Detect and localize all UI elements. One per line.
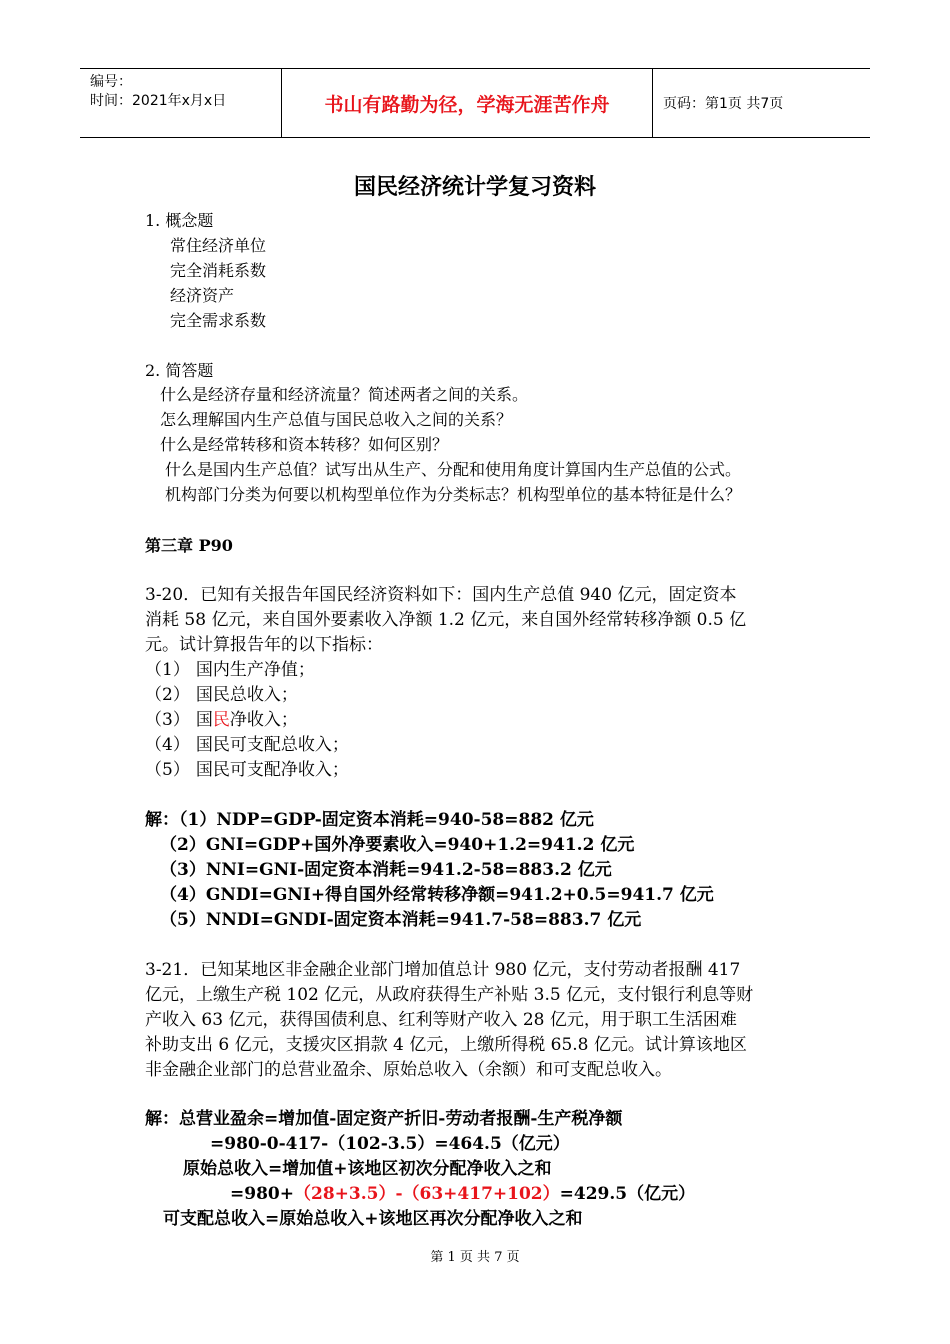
item-text: 国民可支配总收入； [195, 735, 349, 755]
solution-line: 解：（1）NDP=GDP-固定资本消耗=940-58=882 亿元 [145, 810, 594, 830]
problem-text: 补助支出 6 亿元，支援灾区捐款 4 亿元，上缴所得税 65.8 亿元。试计算该地区 [145, 1035, 747, 1055]
question-item: 什么是经常转移和资本转移？如何区别？ [160, 435, 449, 454]
problem-text: 亿元，上缴生产税 102 亿元，从政府获得生产补贴 3.5 亿元，支付银行利息等财 [145, 985, 754, 1005]
problem-text: 3-21．已知某地区非金融企业部门增加值总计 980 亿元，支付劳动者报酬 417 [145, 960, 741, 980]
problem-item [145, 708, 298, 733]
problem-text: 产收入 63 亿元，获得国债利息、红利等财产收入 28 亿元，用于职工生活困难 [145, 1010, 737, 1030]
solution-line: 解：总营业盈余=增加值-固定资产折旧-劳动者报酬-生产税净额 [145, 1109, 623, 1129]
solution-line: （5）NNDI=GNDI-固定资本消耗=941.7-58=883.7 亿元 [160, 910, 642, 930]
chapter-heading: 第三章 P90 [145, 536, 233, 555]
concept-item: 常住经济单位 [170, 236, 267, 255]
item-number: （5） [145, 760, 190, 780]
item-number: （2） [145, 685, 190, 705]
solution-line: 原始总收入=增加值+该地区初次分配净收入之和 [183, 1159, 552, 1179]
formula-part: =429.5（亿元） [559, 1184, 696, 1204]
problem-item [145, 658, 315, 683]
question-item: 什么是经济存量和经济流量？简述两者之间的关系。 [160, 385, 529, 404]
formula-part: =980+ [230, 1184, 294, 1204]
header-page-code: 页码：第1页 共7页 [663, 96, 784, 112]
problem-item [145, 758, 349, 783]
problem-text: 消耗 58 亿元，来自国外要素收入净额 1.2 亿元，来自国外经常转移净额 0.5 亿 [145, 610, 747, 630]
problem-item [145, 683, 298, 708]
item-text: 国内生产净值； [195, 660, 315, 680]
solution-line: （3）NNI=GNI-固定资本消耗=941.2-58=883.2 亿元 [160, 860, 612, 880]
question-item: 机构部门分类为何要以机构型单位作为分类标志？机构型单位的基本特征是什么？ [165, 485, 742, 504]
solution-line [230, 1182, 695, 1207]
concept-item: 完全需求系数 [170, 311, 267, 330]
concept-item: 经济资产 [170, 286, 235, 305]
page-header [80, 68, 870, 138]
concept-item: 完全消耗系数 [170, 261, 267, 280]
header-motto: 书山有路勤为径，学海无涯苦作舟 [282, 69, 653, 137]
item-number: （1） [145, 660, 190, 680]
item-number: （3） [145, 710, 190, 730]
header-meta [80, 69, 282, 137]
page-footer: 第 1 页 共 7 页 [430, 1250, 520, 1265]
item-text-post: 净收入； [229, 710, 298, 730]
solution-line: =980-0-417-（102-3.5）=464.5（亿元） [210, 1134, 570, 1154]
problem-text: 非金融企业部门的总营业盈余、原始总收入（余额）和可支配总收入。 [145, 1060, 672, 1080]
question-item: 什么是国内生产总值？试写出从生产、分配和使用角度计算国内生产总值的公式。 [165, 460, 742, 479]
item-text: 国民可支配净收入； [195, 760, 349, 780]
problem-text: 元。试计算报告年的以下指标： [145, 635, 383, 655]
section1-heading: 1. 概念题 [145, 211, 214, 230]
item-number: （4） [145, 735, 190, 755]
solution-line: （2）GNI=GDP+国外净要素收入=940+1.2=941.2 亿元 [160, 835, 635, 855]
item-text-pre: 国 [195, 710, 213, 730]
problem-text: 3-20．已知有关报告年国民经济资料如下：国内生产总值 940 亿元，固定资本 [145, 585, 737, 605]
item-text-highlight: 民 [212, 710, 230, 730]
item-text: 国民总收入； [195, 685, 298, 705]
problem-item [145, 733, 349, 758]
question-item: 怎么理解国内生产总值与国民总收入之间的关系？ [160, 410, 513, 429]
date-label: 时间：2021年x月x日 [90, 93, 227, 109]
section2-heading: 2. 简答题 [145, 361, 214, 380]
solution-line: 可支配总收入=原始总收入+该地区再次分配净收入之和 [163, 1209, 583, 1229]
formula-highlight: （28+3.5）-（63+417+102） [293, 1184, 560, 1204]
number-label: 编号： [90, 74, 132, 90]
solution-line: （4）GNDI=GNI+得自国外经常转移净额=941.2+0.5=941.7 亿元 [160, 885, 714, 905]
document-title: 国民经济统计学复习资料 [353, 175, 596, 200]
